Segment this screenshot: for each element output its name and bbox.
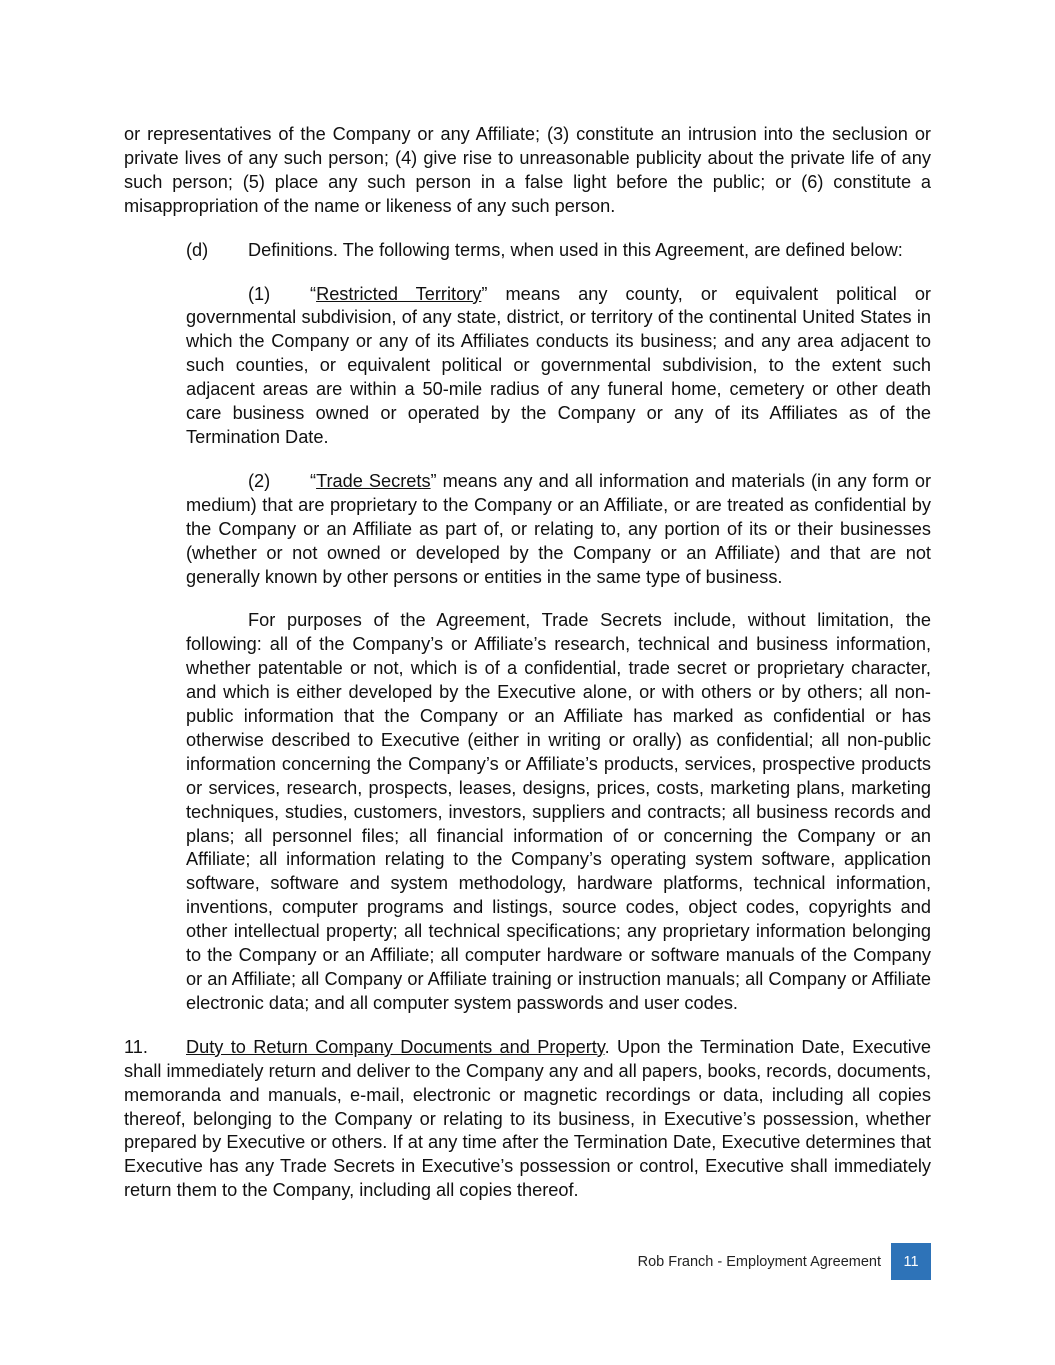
definitions-number: (d): [186, 239, 209, 260]
page-number-badge: 11: [891, 1243, 931, 1280]
page-footer: [638, 1243, 931, 1280]
section-11-paragraph: [124, 1036, 931, 1203]
purposes-paragraph: For purposes of the Agreement, Trade Secrets include, without limitation, the following: all of the Company’s or Affiliate’s research, technical and business information, whether patentable or not, which is of a confidential, trade secret or proprietary character, and which is either developed by the Executive alone, or with others or by others; all non-public information that the Company or an Affiliate has marked as confidential or has otherwise described to Executive (either in writing or orally) as confidential; all non-public information concerning the Company’s or Affiliate’s products, services, prospective products or services, research, prospects, leases, designs, prices, costs, marketing plans, marketing techniques, studies, customers, investors, suppliers and contracts; all business records and plans; all personnel files; all financial information of or concerning the Company or an Affiliate; all information relating to the Company’s operating system software, application software, software and system methodology, hardware platforms, technical information, inventions, computer programs and listings, source codes, object codes, copyrights and other intellectual property; all technical specifications; any proprietary information belonging to the Company or an Affiliate; all computer hardware or software manuals of the Company or an Affiliate; all Company or Affiliate training or instruction manuals; all Company or Affiliate electronic data; and all computer system passwords and user codes.: [186, 610, 931, 1013]
section-11-heading-period: .: [604, 1036, 610, 1057]
trade-secrets-text: means any and all information and materials (in any form or medium) that are proprietary to the Company or an Affiliate, or are treated as confidential by the Company or an Affiliate as part of, or relating to, any portion of its or their businesses (whether or not owned or developed by the Company or an Affiliate) and that are not generally known by other persons or entities in the same type of business.: [186, 470, 931, 587]
section-11-text: Upon the Termination Date, Executive shall immediately return and deliver to the Company any and all papers, books, records, documents, memoranda and manuals, e-mail, electronic or magnetic recordings or data, including all copies thereof, belonging to the Company or relating to its business, in Executive’s possession, whether prepared by Executive or others. If at any time after the Termination Date, Executive determines that Executive has any Trade Secrets in Executive’s possession or control, Executive shall immediately return them to the Company, including all copies thereof.: [124, 1036, 932, 1201]
section-11-number: 11.: [124, 1036, 148, 1057]
definitions-text: Definitions. The following terms, when used in this Agreement, are defined below:: [248, 239, 903, 260]
restricted-territory-close-quote: ”: [481, 283, 488, 304]
definitions-paragraph: [186, 239, 931, 263]
section-11-heading: Duty to Return Company Documents and Property: [186, 1036, 605, 1057]
restricted-territory-paragraph: [186, 283, 931, 450]
lead-paragraph: or representatives of the Company or any Affiliate; (3) constitute an intrusion into the seclusion or private lives of any such person; (4) give rise to unreasonable publicity about the private life of any such person; (5) place any such person in a false light before the public; or (6) constitute a misappropriation of the name or likeness of any such person.: [124, 124, 931, 216]
restricted-territory-text: means any county, or equivalent political or governmental subdivision, of any state, district, or territory of the continental United States in which the Company or any of its Affiliates conducts its business; and any area adjacent to such counties, or equivalent political or governmental subdivision, to the extent such adjacent areas are within a 50-mile radius of any funeral home, cemetery or other death care business owned or operated by the Company or any of its Affiliates as of the Termination Date.: [186, 283, 931, 447]
restricted-territory-number: (1): [248, 283, 271, 304]
restricted-territory-term: Restricted Territory: [316, 283, 482, 304]
document-page: [124, 123, 931, 1203]
restricted-territory-open-quote: “: [310, 283, 317, 304]
trade-secrets-number: (2): [248, 470, 271, 491]
trade-secrets-paragraph: [186, 470, 931, 590]
footer-label: Rob Franch - Employment Agreement: [637, 1253, 881, 1270]
trade-secrets-term: Trade Secrets: [316, 470, 431, 491]
trade-secrets-open-quote: “: [310, 470, 317, 491]
trade-secrets-close-quote: ”: [430, 470, 437, 491]
